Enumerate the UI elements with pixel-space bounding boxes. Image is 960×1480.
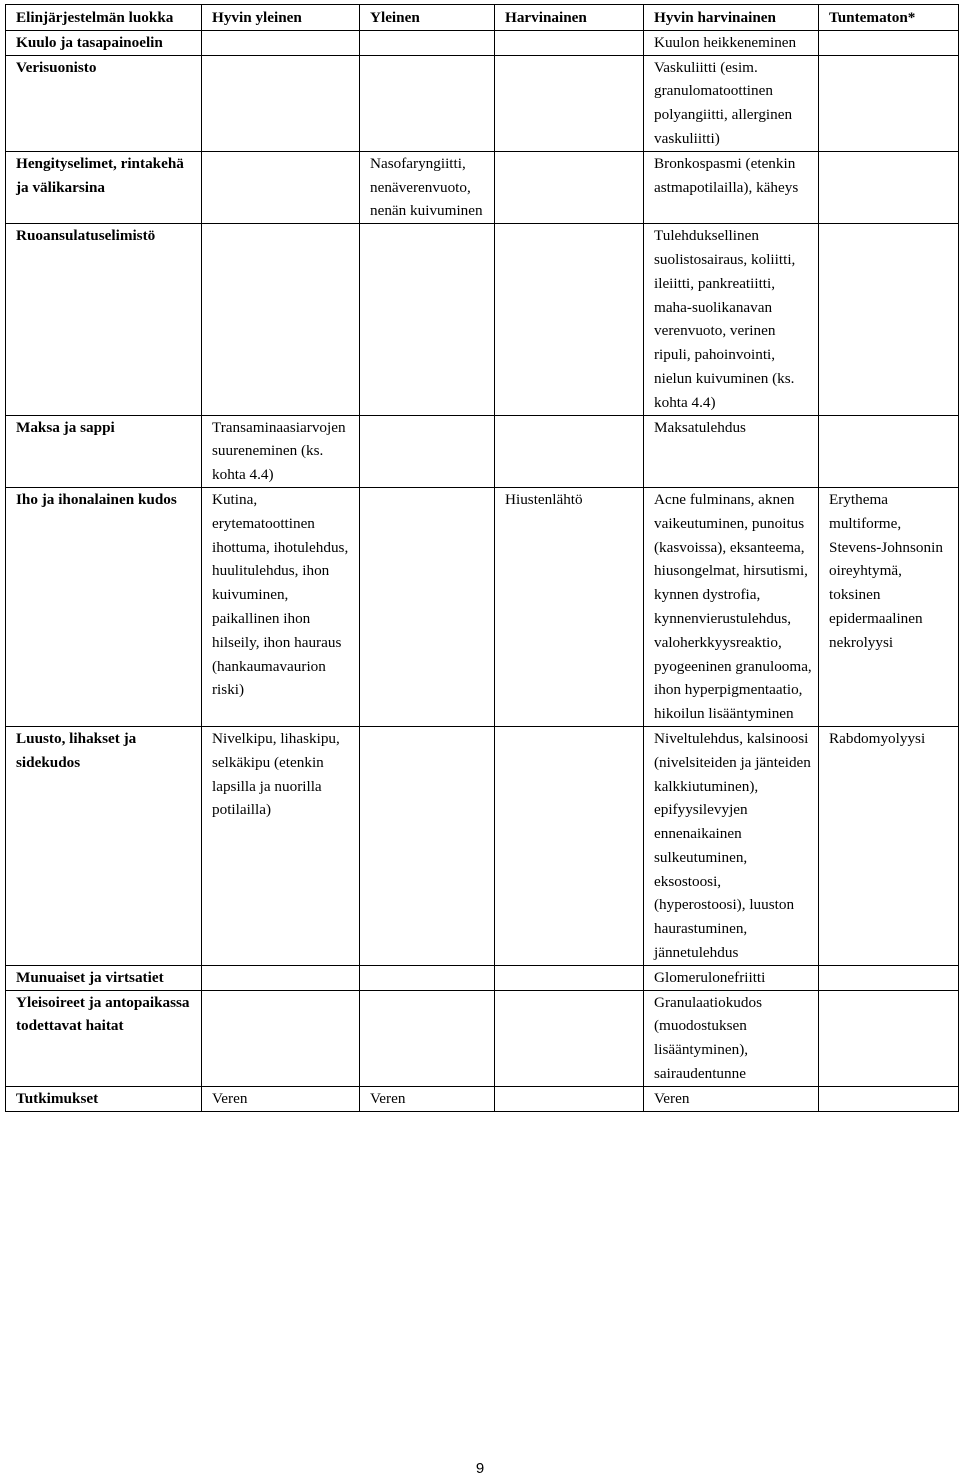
header-rare: Harvinainen [495,5,644,31]
table-header-row [6,5,959,31]
rare-cell [495,224,644,415]
organ-class-cell: Ruoansulatuselimistö [6,224,202,415]
header-very-rare: Hyvin harvinainen [644,5,819,31]
unknown-cell [819,30,959,55]
table-row [6,487,959,726]
very-rare-cell: Niveltulehdus, kalsinoosi (nivelsiteiden ja jänteiden kalkkiutuminen), epifyysilevyjen ennenaikainen sulkeutuminen, eksostoosi, (hyperostoosi), luuston haurastuminen, jännetulehdus [644,726,819,965]
rare-cell [495,726,644,965]
very-common-cell [202,990,360,1086]
header-very-common: Hyvin yleinen [202,5,360,31]
table-row [6,224,959,415]
organ-class-cell: Maksa ja sappi [6,415,202,487]
table-row [6,30,959,55]
very-rare-cell: Granulaatiokudos (muodostuksen lisääntyminen), sairaudentunne [644,990,819,1086]
common-cell [360,990,495,1086]
page-number: 9 [475,1460,485,1477]
very-rare-cell: Kuulon heikkeneminen [644,30,819,55]
organ-class-cell: Verisuonisto [6,55,202,151]
table-row [6,415,959,487]
very-rare-cell: Veren [644,1086,819,1111]
unknown-cell [819,55,959,151]
table-row [6,1086,959,1111]
common-cell [360,965,495,990]
very-common-cell: Transaminaasiarvojen suureneminen (ks. kohta 4.4) [202,415,360,487]
rare-cell [495,1086,644,1111]
common-cell: Veren [360,1086,495,1111]
unknown-cell [819,965,959,990]
rare-cell [495,151,644,223]
very-rare-cell: Vaskuliitti (esim. granulomatoottinen polyangiitti, allerginen vaskuliitti) [644,55,819,151]
rare-cell [495,30,644,55]
very-common-cell: Kutina, erytematoottinen ihottuma, ihotulehdus, huulitulehdus, ihon kuivuminen, paikallinen ihon hilseily, ihon hauraus (hankaumavaurion riski) [202,487,360,726]
header-organ-class: Elinjärjestelmän luokka [6,5,202,31]
very-common-cell [202,965,360,990]
unknown-cell: Erythema multiforme, Stevens-Johnsonin oireyhtymä, toksinen epidermaalinen nekrolyysi [819,487,959,726]
very-common-cell: Veren [202,1086,360,1111]
very-rare-cell: Glomerulonefriitti [644,965,819,990]
table-row [6,151,959,223]
organ-class-cell: Iho ja ihonalainen kudos [6,487,202,726]
very-rare-cell: Acne fulminans, aknen vaikeutuminen, punoitus (kasvoissa), eksanteema, hiusongelmat, hirsutismi, kynnen dystrofia, kynnenvierustulehdus, valoherkkyysreaktio, pyogeeninen granulooma, ihon hyperpigmentaatio, hikoilun lisääntyminen [644,487,819,726]
header-unknown: Tuntematon* [819,5,959,31]
very-rare-cell: Bronkospasmi (etenkin astmapotilailla), käheys [644,151,819,223]
common-cell [360,415,495,487]
organ-class-cell: Kuulo ja tasapainoelin [6,30,202,55]
common-cell [360,30,495,55]
table-row [6,726,959,965]
organ-class-cell: Yleisoireet ja antopaikassa todettavat haitat [6,990,202,1086]
rare-cell [495,990,644,1086]
rare-cell: Hiustenlähtö [495,487,644,726]
header-common: Yleinen [360,5,495,31]
organ-class-cell: Hengityselimet, rintakehä ja välikarsina [6,151,202,223]
rare-cell [495,415,644,487]
table-row [6,55,959,151]
unknown-cell [819,224,959,415]
very-common-cell: Nivelkipu, lihaskipu, selkäkipu (etenkin lapsilla ja nuorilla potilailla) [202,726,360,965]
rare-cell [495,965,644,990]
very-common-cell [202,224,360,415]
very-common-cell [202,30,360,55]
table-row [6,990,959,1086]
common-cell [360,487,495,726]
unknown-cell: Rabdomyolyysi [819,726,959,965]
common-cell [360,55,495,151]
very-common-cell [202,55,360,151]
common-cell: Nasofaryngiitti, nenäverenvuoto, nenän kuivuminen [360,151,495,223]
common-cell [360,726,495,965]
organ-class-cell: Munuaiset ja virtsatiet [6,965,202,990]
unknown-cell [819,415,959,487]
rare-cell [495,55,644,151]
adverse-effects-table [5,4,959,1112]
table-row [6,965,959,990]
very-rare-cell: Tulehduksellinen suolistosairaus, koliitti, ileiitti, pankreatiitti, maha-suolikanavan verenvuoto, verinen ripuli, pahoinvointi, nielun kuivuminen (ks. kohta 4.4) [644,224,819,415]
unknown-cell [819,1086,959,1111]
organ-class-cell: Luusto, lihakset ja sidekudos [6,726,202,965]
very-common-cell [202,151,360,223]
very-rare-cell: Maksatulehdus [644,415,819,487]
organ-class-cell: Tutkimukset [6,1086,202,1111]
unknown-cell [819,990,959,1086]
unknown-cell [819,151,959,223]
common-cell [360,224,495,415]
